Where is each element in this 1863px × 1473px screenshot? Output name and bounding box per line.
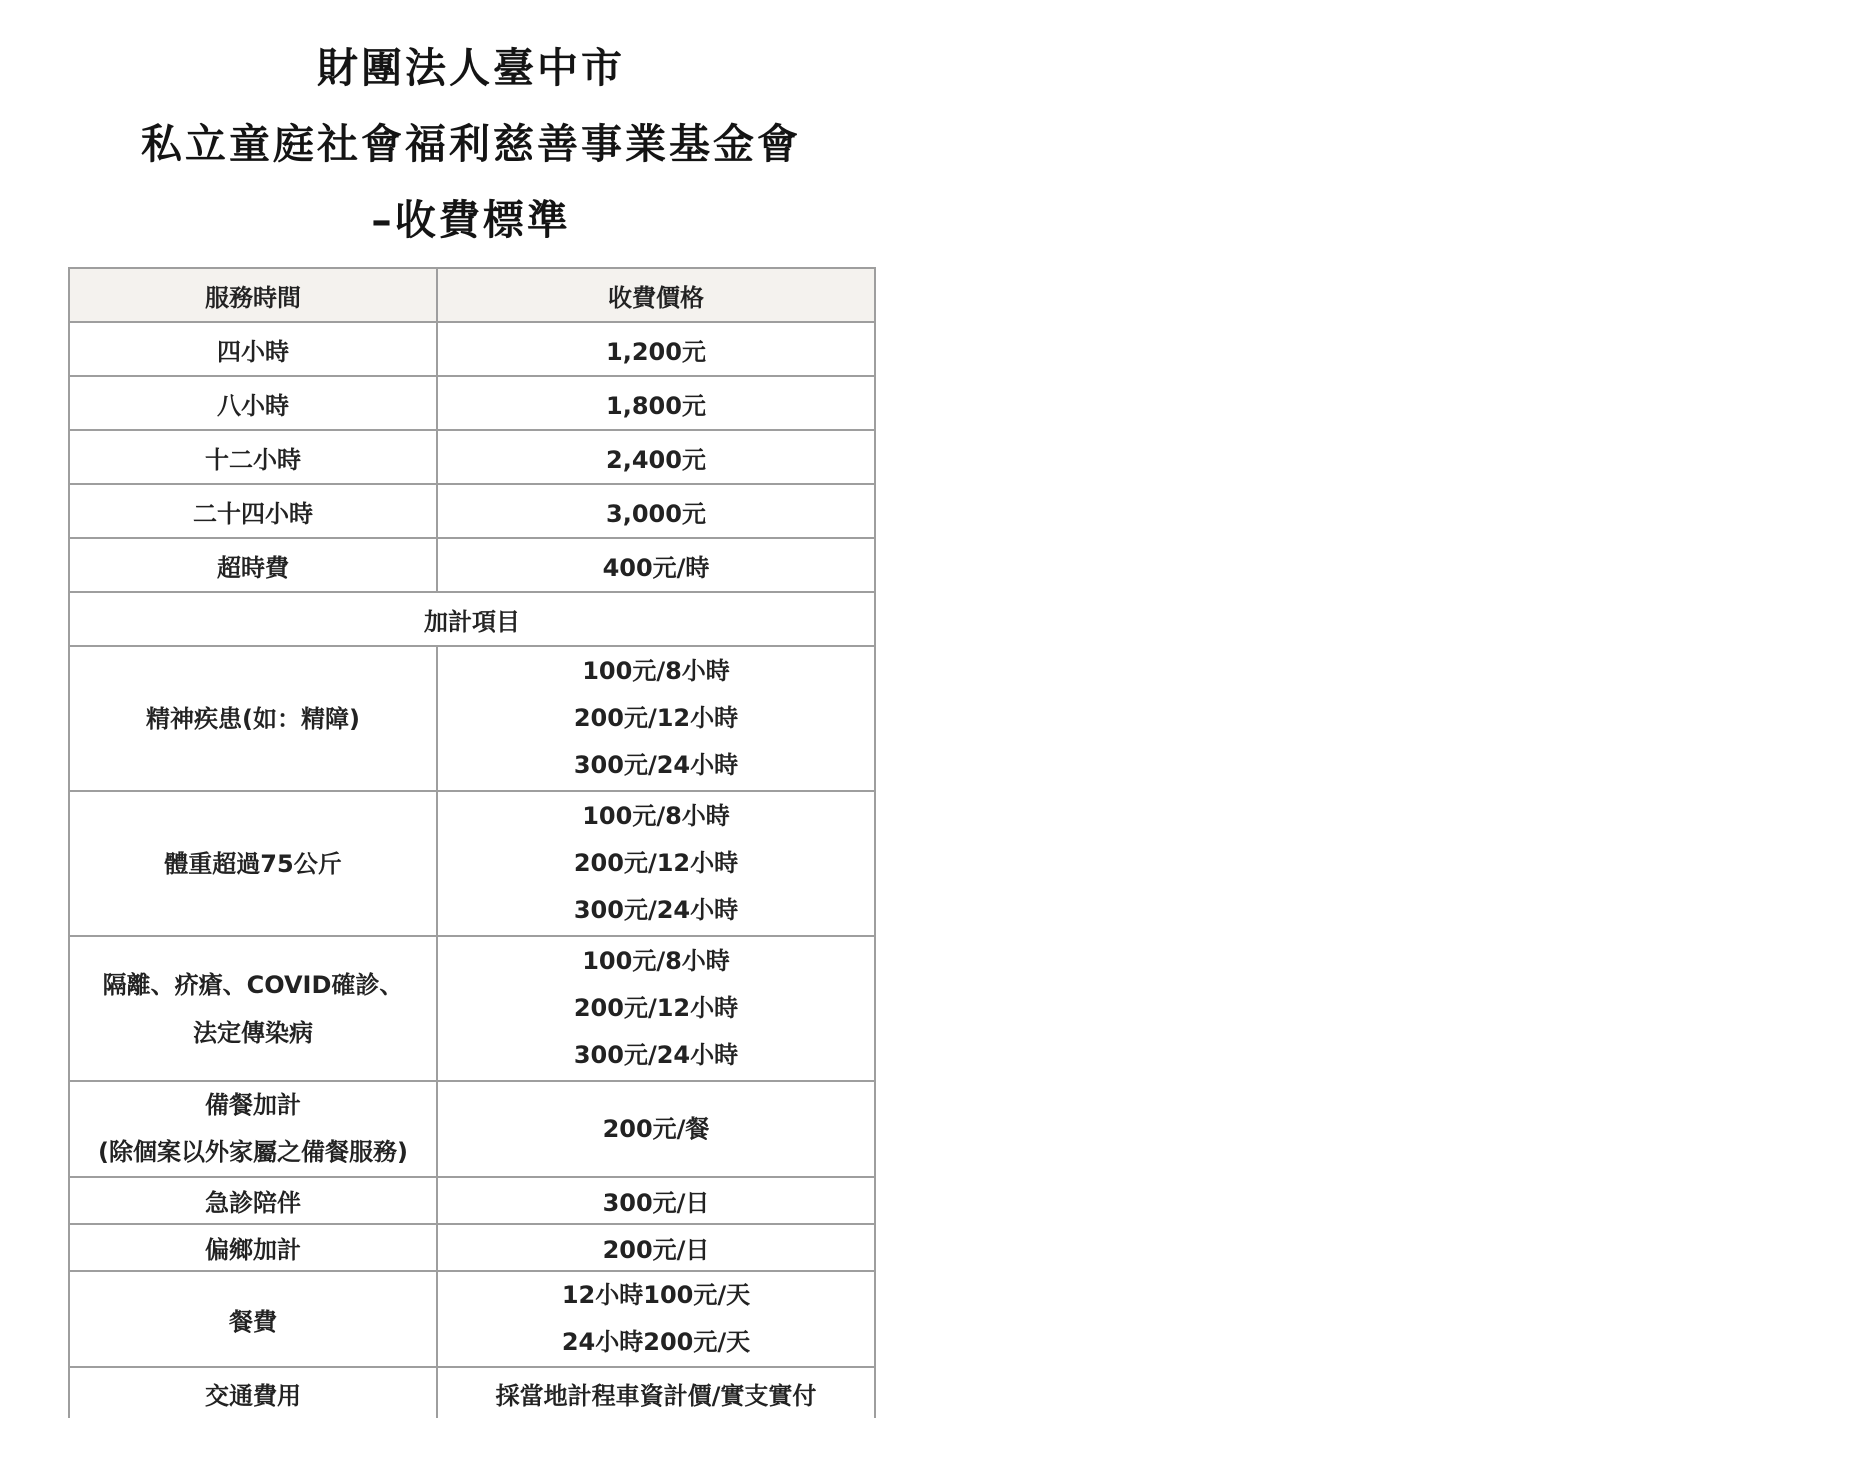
row-label	[69, 1081, 437, 1177]
row-label: 超時費	[69, 538, 437, 592]
row-price	[437, 1271, 875, 1367]
section-row	[69, 592, 875, 646]
price-line: 100元/8小時	[582, 947, 730, 975]
table-row	[69, 1177, 875, 1224]
table-row	[69, 1081, 875, 1177]
row-price: 1,200元	[437, 322, 875, 376]
table-row	[69, 484, 875, 538]
label-line: (除個案以外家屬之備餐服務)	[98, 1138, 408, 1166]
row-label: 四小時	[69, 322, 437, 376]
row-label: 偏鄉加計	[69, 1224, 437, 1271]
row-price: 200元/日	[437, 1224, 875, 1271]
table-row	[69, 538, 875, 592]
row-label	[69, 791, 437, 936]
table-header-row	[69, 268, 875, 322]
row-price: 1,800元	[437, 376, 875, 430]
row-label: 十二小時	[69, 430, 437, 484]
row-label	[69, 646, 437, 791]
title-line-2: 私立童庭社會福利慈善事業基金會	[141, 120, 801, 168]
row-label: 餐費	[69, 1271, 437, 1367]
header-service-time: 服務時間	[69, 268, 437, 322]
section-title: 加計項目	[69, 592, 875, 646]
price-line: 300元/24小時	[573, 1041, 739, 1069]
header-price: 收費價格	[437, 268, 875, 322]
table-row	[69, 1367, 875, 1418]
row-price: 400元/時	[437, 538, 875, 592]
row-label: 交通費用	[69, 1367, 437, 1418]
row-price: 3,000元	[437, 484, 875, 538]
row-price	[437, 791, 875, 936]
row-price	[437, 936, 875, 1081]
row-label: 八小時	[69, 376, 437, 430]
table-row	[69, 322, 875, 376]
title-line-1: 財團法人臺中市	[317, 44, 625, 92]
label-line: 法定傳染病	[193, 1018, 313, 1047]
row-label	[69, 936, 437, 1081]
price-line: 200元/12小時	[573, 704, 739, 732]
table-row	[69, 376, 875, 430]
table-row	[69, 936, 875, 1081]
row-price	[437, 1081, 875, 1177]
table-row	[69, 430, 875, 484]
row-label: 急診陪伴	[69, 1177, 437, 1224]
table-row	[69, 791, 875, 936]
price-line: 300元/24小時	[573, 896, 739, 924]
label-line: 體重超過75公斤	[164, 849, 342, 878]
table-row	[69, 1224, 875, 1271]
row-label: 二十四小時	[69, 484, 437, 538]
row-price: 300元/日	[437, 1177, 875, 1224]
label-line: 隔離、疥瘡、COVID確診、	[102, 970, 404, 999]
label-line: 精神疾患(如：精障)	[146, 704, 360, 733]
fee-table	[68, 267, 876, 1418]
row-price: 2,400元	[437, 430, 875, 484]
row-price	[437, 646, 875, 791]
label-line: 備餐加計	[205, 1091, 301, 1119]
table-row	[69, 646, 875, 791]
price-line: 200元/12小時	[573, 849, 739, 877]
price-line: 12小時100元/天	[561, 1281, 751, 1309]
table-row	[69, 1271, 875, 1367]
price-line: 24小時200元/天	[561, 1328, 751, 1356]
row-price: 採當地計程車資計價/實支實付	[437, 1367, 875, 1418]
price-line: 200元/12小時	[573, 994, 739, 1022]
price-line: 100元/8小時	[582, 802, 730, 830]
title-line-3: –收費標準	[371, 196, 571, 244]
price-line: 300元/24小時	[573, 751, 739, 779]
page-title	[68, 30, 874, 258]
price-line: 200元/餐	[602, 1115, 710, 1143]
price-line: 100元/8小時	[582, 657, 730, 685]
